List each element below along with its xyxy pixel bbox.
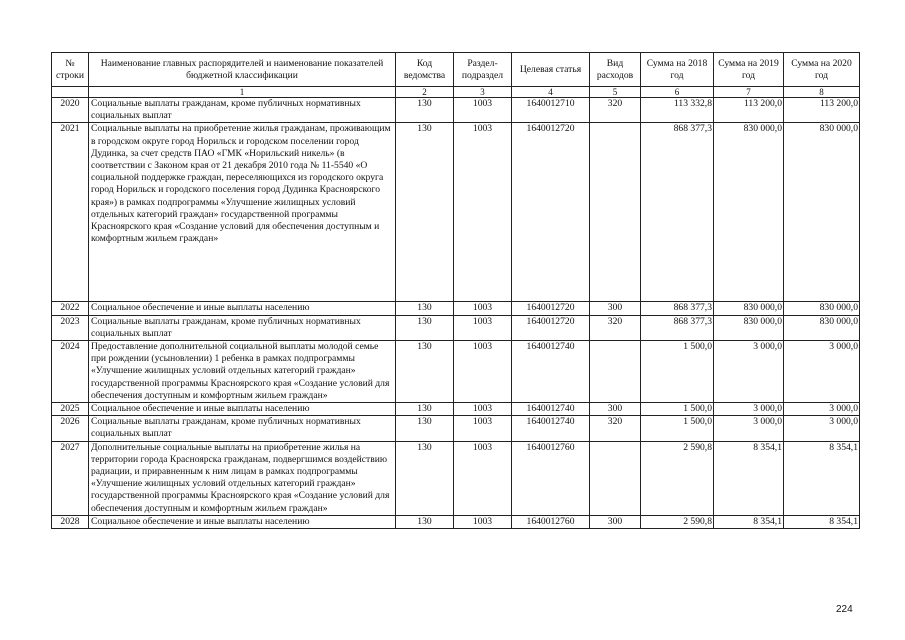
dept-code: 130 — [396, 315, 454, 340]
header-name: Наименование главных распорядителей и наименование показателей бюджетной классификации — [89, 53, 396, 87]
sum-2020: 3 000,0 — [784, 403, 860, 416]
dept-code: 130 — [396, 515, 454, 528]
item-name: Дополнительные социальные выплаты на приобретение жилья на территории города Красноярска гражданам, подвергшимся воздействию радиации, и приравненным к ним лицам в рамках подпрограммы «Улучшение жилищных условий отдельных категорий граждан» государственной программы Красноярского края «Создание условий для обеспечения доступным и комфортным жильем граждан» — [89, 441, 396, 515]
section-code: 1003 — [454, 515, 512, 528]
sum-2020: 8 354,1 — [784, 441, 860, 515]
page-number: 224 — [836, 604, 853, 615]
target-code: 1640012710 — [512, 98, 590, 123]
line-number: 2024 — [52, 341, 89, 403]
column-number: 4 — [512, 87, 590, 98]
table-row — [52, 302, 860, 315]
header-sum-2019: Сумма на 2019 год — [714, 53, 784, 87]
target-code: 1640012720 — [512, 123, 590, 302]
section-code: 1003 — [454, 315, 512, 340]
sum-2020: 830 000,0 — [784, 315, 860, 340]
dept-code: 130 — [396, 403, 454, 416]
sum-2020: 8 354,1 — [784, 515, 860, 528]
line-number: 2027 — [52, 441, 89, 515]
target-code: 1640012760 — [512, 441, 590, 515]
sum-2018: 2 590,8 — [641, 441, 714, 515]
column-number: 8 — [784, 87, 860, 98]
table-row — [52, 123, 860, 302]
column-number: 6 — [641, 87, 714, 98]
expense-kind: 320 — [590, 98, 641, 123]
target-code: 1640012740 — [512, 403, 590, 416]
header-section: Раздел-подраздел — [454, 53, 512, 87]
table-row — [52, 441, 860, 515]
sum-2018: 868 377,3 — [641, 123, 714, 302]
column-number: 5 — [590, 87, 641, 98]
column-number: 1 — [89, 87, 396, 98]
sum-2018: 113 332,8 — [641, 98, 714, 123]
line-number: 2020 — [52, 98, 89, 123]
dept-code: 130 — [396, 341, 454, 403]
sum-2020: 3 000,0 — [784, 341, 860, 403]
sum-2020: 830 000,0 — [784, 123, 860, 302]
line-number: 2025 — [52, 403, 89, 416]
section-code: 1003 — [454, 403, 512, 416]
line-number: 2022 — [52, 302, 89, 315]
item-name: Социальное обеспечение и иные выплаты населению — [89, 403, 396, 416]
dept-code: 130 — [396, 441, 454, 515]
expense-kind: 320 — [590, 315, 641, 340]
section-code: 1003 — [454, 416, 512, 441]
item-name: Социальное обеспечение и иные выплаты населению — [89, 515, 396, 528]
dept-code: 130 — [396, 416, 454, 441]
line-number: 2023 — [52, 315, 89, 340]
sum-2020: 113 200,0 — [784, 98, 860, 123]
sum-2019: 830 000,0 — [714, 123, 784, 302]
sum-2018: 868 377,3 — [641, 302, 714, 315]
table-row — [52, 403, 860, 416]
section-code: 1003 — [454, 302, 512, 315]
item-name: Социальное обеспечение и иные выплаты населению — [89, 302, 396, 315]
column-number: 7 — [714, 87, 784, 98]
sum-2019: 113 200,0 — [714, 98, 784, 123]
expense-kind — [590, 441, 641, 515]
dept-code: 130 — [396, 98, 454, 123]
header-row — [52, 53, 860, 87]
table-row — [52, 416, 860, 441]
header-sum-2018: Сумма на 2018 год — [641, 53, 714, 87]
section-code: 1003 — [454, 341, 512, 403]
sum-2018: 2 590,8 — [641, 515, 714, 528]
header-sum-2020: Сумма на 2020 год — [784, 53, 860, 87]
expense-kind — [590, 123, 641, 302]
sum-2019: 3 000,0 — [714, 403, 784, 416]
column-number: 3 — [454, 87, 512, 98]
sum-2020: 830 000,0 — [784, 302, 860, 315]
sum-2020: 3 000,0 — [784, 416, 860, 441]
header-line-no: № строки — [52, 53, 89, 87]
item-name: Социальные выплаты гражданам, кроме публичных нормативных социальных выплат — [89, 416, 396, 441]
header-target: Целевая статья — [512, 53, 590, 87]
sum-2018: 1 500,0 — [641, 416, 714, 441]
sum-2019: 3 000,0 — [714, 416, 784, 441]
target-code: 1640012760 — [512, 515, 590, 528]
section-code: 1003 — [454, 441, 512, 515]
item-name: Социальные выплаты гражданам, кроме публичных нормативных социальных выплат — [89, 315, 396, 340]
sum-2018: 868 377,3 — [641, 315, 714, 340]
item-name: Социальные выплаты гражданам, кроме публичных нормативных социальных выплат — [89, 98, 396, 123]
line-number: 2021 — [52, 123, 89, 302]
header-kind: Вид расходов — [590, 53, 641, 87]
line-number: 2028 — [52, 515, 89, 528]
dept-code: 130 — [396, 123, 454, 302]
section-code: 1003 — [454, 98, 512, 123]
table-row — [52, 341, 860, 403]
expense-kind: 300 — [590, 302, 641, 315]
budget-table — [51, 52, 860, 529]
dept-code: 130 — [396, 302, 454, 315]
expense-kind — [590, 341, 641, 403]
expense-kind: 320 — [590, 416, 641, 441]
sum-2019: 3 000,0 — [714, 341, 784, 403]
sum-2019: 830 000,0 — [714, 302, 784, 315]
table-row — [52, 315, 860, 340]
table-row — [52, 515, 860, 528]
column-number — [52, 87, 89, 98]
item-name: Предоставление дополнительной социальной выплаты молодой семье при рождении (усыновлении) 1 ребенка в рамках подпрограммы «Улучшение жилищных условий отдельных категорий граждан» государственной программы Красноярского края «Создание условий для обеспечения доступным и комфортным жильем граждан» — [89, 341, 396, 403]
header-dept: Код ведомства — [396, 53, 454, 87]
target-code: 1640012720 — [512, 315, 590, 340]
sum-2019: 8 354,1 — [714, 515, 784, 528]
table-row — [52, 98, 860, 123]
target-code: 1640012720 — [512, 302, 590, 315]
item-name: Социальные выплаты на приобретение жилья гражданам, проживающим в городском округе город Норильск и городском поселении город Дудинка, за счет средств ПАО «ГМК «Норильский никель» (в соответствии с Законом края от 21 декабря 2010 года № 11-5540 «О социальной поддержке граждан, переселяющихся из городского округа город Норильск и городского поселения город Дудинка Красноярского края») в рамках подпрограммы «Улучшение жилищных условий отдельных категорий граждан» государственной программы Красноярского края «Создание условий для обеспечения доступным и комфортным жильем граждан» — [89, 123, 396, 302]
sum-2018: 1 500,0 — [641, 403, 714, 416]
column-number-row — [52, 87, 860, 98]
column-number: 2 — [396, 87, 454, 98]
line-number: 2026 — [52, 416, 89, 441]
section-code: 1003 — [454, 123, 512, 302]
expense-kind: 300 — [590, 515, 641, 528]
target-code: 1640012740 — [512, 416, 590, 441]
target-code: 1640012740 — [512, 341, 590, 403]
expense-kind: 300 — [590, 403, 641, 416]
sum-2018: 1 500,0 — [641, 341, 714, 403]
sum-2019: 8 354,1 — [714, 441, 784, 515]
sum-2019: 830 000,0 — [714, 315, 784, 340]
